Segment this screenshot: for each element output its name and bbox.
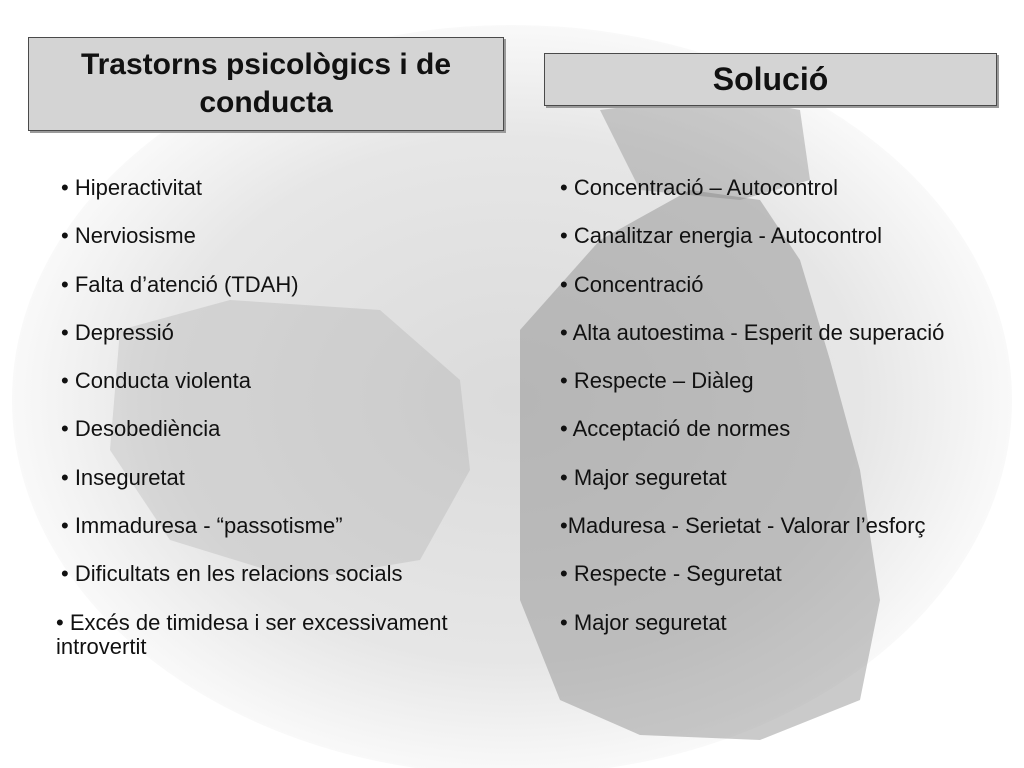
problem-item: • Excés de timidesa i ser excessivament introvertit — [56, 609, 454, 659]
solution-item: • Major seguretat — [560, 609, 727, 635]
solution-item: • Concentració — [560, 271, 704, 297]
solution-item: • Alta autoestima - Esperit de superació — [560, 319, 945, 345]
solution-item: • Respecte – Diàleg — [560, 368, 754, 394]
problems-list — [56, 175, 531, 683]
solution-item: • Concentració – Autocontrol — [560, 175, 838, 200]
problem-item: • Hiperactivitat — [61, 175, 202, 200]
problem-item: • Desobediència — [61, 416, 221, 442]
solution-header: Solució — [544, 53, 997, 106]
problem-item: • Nerviosisme — [61, 223, 196, 249]
problem-item: • Inseguretat — [61, 464, 185, 490]
solution-item: • Major seguretat — [560, 464, 727, 490]
solutions-list — [560, 176, 1020, 659]
solution-item: •Maduresa - Serietat - Valorar l’esforç — [560, 513, 926, 539]
problem-item: • Depressió — [61, 319, 174, 345]
problem-item: • Falta d’atenció (TDAH) — [61, 271, 299, 297]
problems-header: Trastorns psicològics i de conducta — [28, 37, 504, 131]
solution-item: • Canalitzar energia - Autocontrol — [560, 223, 882, 249]
solution-item: • Acceptació de normes — [560, 416, 791, 442]
problem-item: • Conducta violenta — [61, 368, 251, 394]
problem-item: • Dificultats en les relacions socials — [61, 561, 403, 587]
problem-item: • Immaduresa - “passotisme” — [61, 513, 343, 539]
solution-item: • Respecte - Seguretat — [560, 561, 782, 587]
